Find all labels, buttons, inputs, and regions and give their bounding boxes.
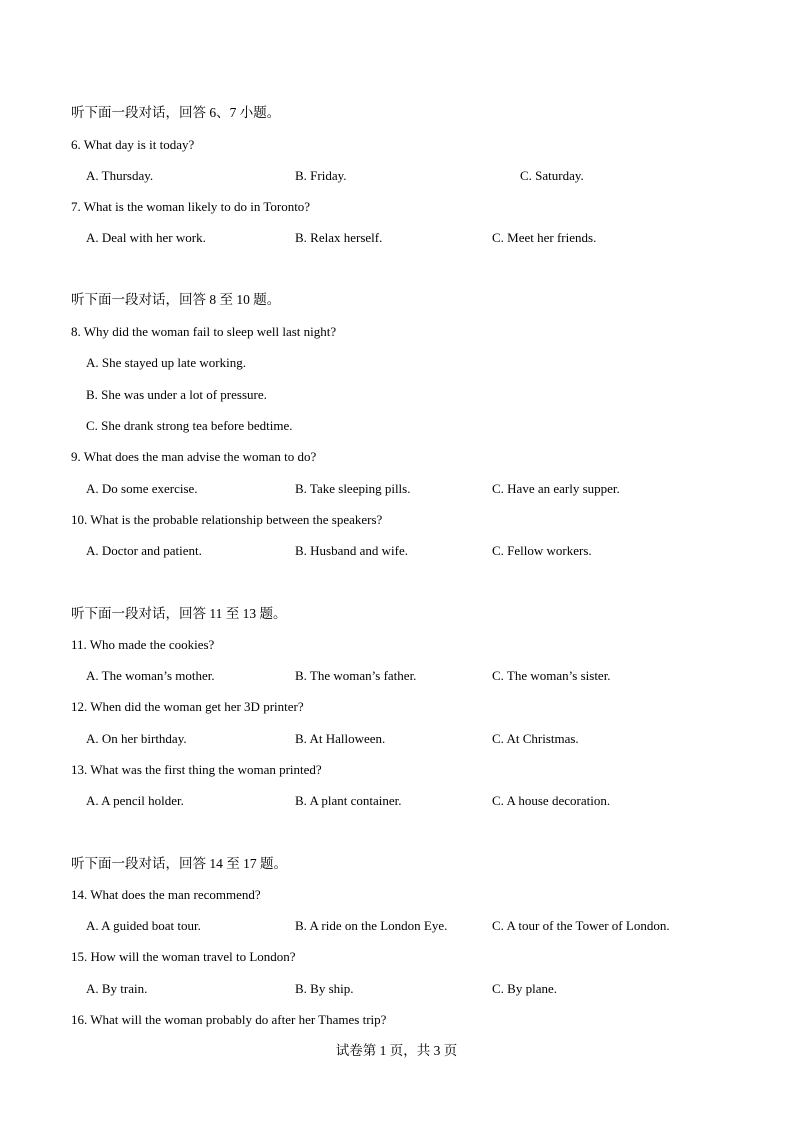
page-footer: 试卷第 1 页，共 3 页 [335,1043,458,1058]
question-7: 7. What is the woman likely to do in Toronto? [71,199,311,214]
section-heading-3: 听下面一段对话，回答 11 至 13 题。 [71,606,287,621]
option-12a: A. On her birthday. [86,731,187,746]
option-6c: C. Saturday. [520,168,584,183]
question-11: 11. Who made the cookies? [71,637,215,652]
section-heading-2: 听下面一段对话，回答 8 至 10 题。 [71,292,281,307]
option-14c: C. A tour of the Tower of London. [492,918,670,933]
option-11c: C. The woman’s sister. [492,668,611,683]
option-14a: A. A guided boat tour. [86,918,201,933]
option-8b: B. She was under a lot of pressure. [86,387,267,402]
option-7a: A. Deal with her work. [86,230,206,245]
option-6b: B. Friday. [295,168,347,183]
question-6: 6. What day is it today? [71,137,195,152]
option-7b: B. Relax herself. [295,230,383,245]
option-8c: C. She drank strong tea before bedtime. [86,418,293,433]
question-10: 10. What is the probable relationship between the speakers? [71,512,383,527]
question-8: 8. Why did the woman fail to sleep well last night? [71,324,337,339]
question-9: 9. What does the man advise the woman to do? [71,449,317,464]
option-9c: C. Have an early supper. [492,481,620,496]
option-15a: A. By train. [86,981,148,996]
option-10b: B. Husband and wife. [295,543,409,558]
question-14: 14. What does the man recommend? [71,887,261,902]
option-12b: B. At Halloween. [295,731,386,746]
question-15: 15. How will the woman travel to London? [71,949,296,964]
option-10c: C. Fellow workers. [492,543,592,558]
option-11b: B. The woman’s father. [295,668,417,683]
option-14b: B. A ride on the London Eye. [295,918,448,933]
option-10a: A. Doctor and patient. [86,543,202,558]
option-13b: B. A plant container. [295,793,402,808]
option-8a: A. She stayed up late working. [86,355,246,370]
section-heading-1: 听下面一段对话，回答 6、7 小题。 [71,105,281,120]
option-6a: A. Thursday. [86,168,154,183]
option-15b: B. By ship. [295,981,354,996]
question-12: 12. When did the woman get her 3D printer? [71,699,304,714]
option-13a: A. A pencil holder. [86,793,184,808]
option-15c: C. By plane. [492,981,557,996]
option-11a: A. The woman’s mother. [86,668,215,683]
question-16: 16. What will the woman probably do after her Thames trip? [71,1012,387,1027]
option-9a: A. Do some exercise. [86,481,198,496]
option-7c: C. Meet her friends. [492,230,597,245]
section-heading-4: 听下面一段对话，回答 14 至 17 题。 [71,856,287,871]
question-13: 13. What was the first thing the woman printed? [71,762,322,777]
option-12c: C. At Christmas. [492,731,579,746]
option-13c: C. A house decoration. [492,793,611,808]
option-9b: B. Take sleeping pills. [295,481,411,496]
